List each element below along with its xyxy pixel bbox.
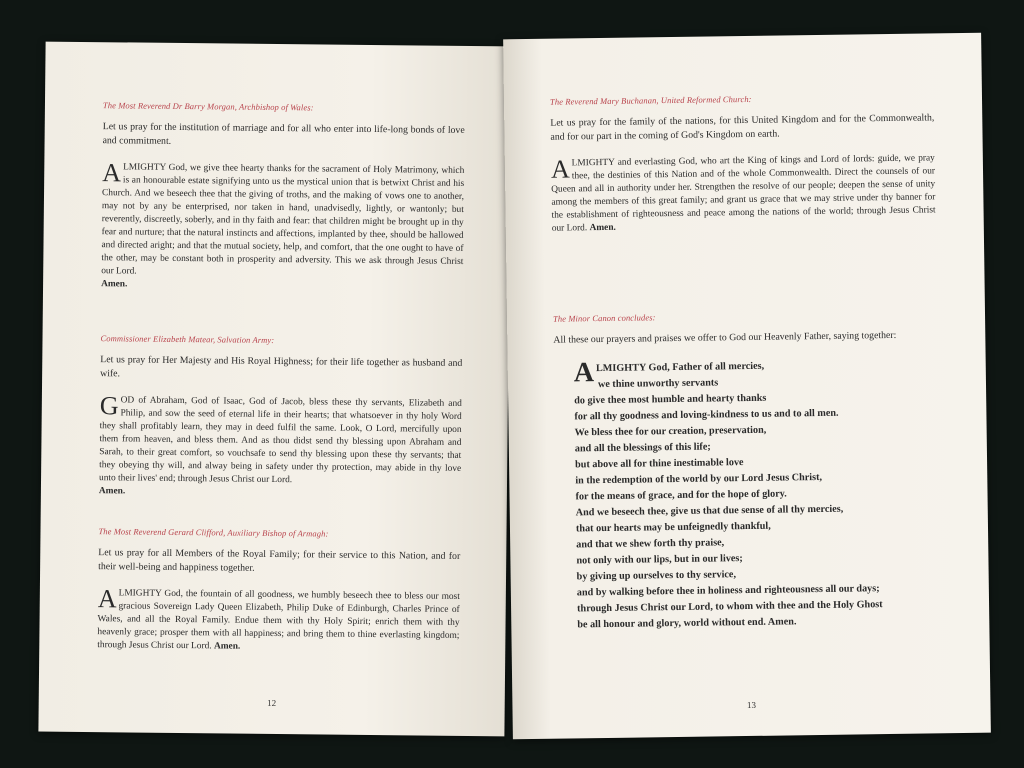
prayer-line: but above all for thine inestimable love: [575, 456, 744, 470]
amen: Amen.: [101, 279, 128, 290]
prayer-line: through Jesus Christ our Lord, to whom with thee and the Holy Ghost: [577, 598, 883, 614]
prayer-line: for all thy goodness and loving-kindness to us and to all men.: [574, 407, 839, 422]
amen: Amen.: [767, 615, 797, 628]
prayer-line: and that we shew forth thy praise,: [576, 536, 725, 550]
prayer-body: LMIGHTY God, the fountain of all goodness, we humbly beseech thee to bless our most gracious Sovereign Lady Queen Elizabeth, Philip Duke of Edinburgh, Charles Prince of Wales, and all the Royal Family. Endue them with thy Holy Spirit; enrich them with thy heavenly grace; prosper them with all happiness; and bring them to thine everlasting kingdom; through Jesus Christ our Lord.: [97, 588, 460, 652]
amen: Amen.: [98, 486, 126, 497]
bidding-text: Let us pray for the institution of marriage and for all who enter into life-long bonds of love and commitment.: [102, 121, 465, 147]
page-number: 12: [267, 697, 277, 709]
drop-cap: A: [550, 154, 570, 184]
prayer-body: LMIGHTY and everlasting God, who art the King of kings and Lord of lords: guide, we pray thee, the destinies of this Nation and of the whole Commonwealth. Direct the counsels of our Queen and all in authority under her. Strengthen the resolve of our people; deepen the sense of unity among the members of this great family; and grant us grace that we may strive under thy banner for the establishment of righteousness and peace among the nations of the world; through Jesus Christ our Lord.: [551, 153, 936, 234]
left-page: [38, 42, 511, 737]
prayer-body: OD of Abraham, God of Isaac, God of Jacob, bless these thy servants, Elizabeth and Philip, and sow the seed of eternal life in their hearts; that whatsoever in thy holy Word they shall profitably learn, they may in deed fulfil the same. Look, O Lord, mercifully upon them from heaven, and bless them. And as thou didst send thy blessing upon Abraham and Sarah, to their great comfort, so vouchsafe to send thy blessing upon these thy servants; that they obeying thy will, and alway being in safety under thy protection, may abide in thy love unto their lives' end; through Jesus Christ our Lord.: [99, 395, 462, 486]
prayer-section-marriage: [101, 100, 465, 295]
prayer-line: in the redemption of the world by our Lord Jesus Christ,: [575, 471, 823, 486]
speaker-credit: The Minor Canon concludes:: [552, 312, 656, 324]
prayer-section-general-thanksgiving: [553, 308, 941, 633]
bidding-text: Let us pray for the family of the nations, for this United Kingdom and for the Commonwealth, and for our part in the coming of God's Kingdom on earth.: [550, 112, 935, 143]
prayer-line: ALMIGHTY God, Father of all mercies,: [573, 356, 765, 388]
bidding-text: Let us pray for Her Majesty and His Royal Highness; for their life together as husband and wife.: [100, 354, 463, 379]
prayer-section-husband-wife: [99, 333, 463, 502]
drop-cap: A: [102, 158, 122, 188]
prayer-line: and by walking before thee in holiness and righteousness all our days;: [576, 582, 880, 598]
prayer-line: and all the blessings of this life;: [574, 441, 711, 454]
speaker-credit: Commissioner Elizabeth Matear, Salvation Army:: [100, 333, 275, 345]
prayer-line: not only with our lips, but in our lives;: [576, 552, 743, 566]
prayer-line: And we beseech thee, give us that due sense of all thy mercies,: [575, 503, 844, 518]
speaker-credit: The Reverend Mary Buchanan, United Reformed Church:: [549, 93, 752, 107]
right-page: [503, 33, 991, 740]
bidding-text: All these our prayers and praises we offer to God our Heavenly Father, saying together:: [553, 329, 897, 346]
speaker-credit: The Most Reverend Gerard Clifford, Auxiliary Bishop of Armagh:: [98, 526, 329, 539]
drop-cap: G: [99, 391, 119, 421]
prayer-line: We bless thee for our creation, preservation,: [574, 424, 767, 438]
page-number: 13: [746, 699, 757, 711]
prayer-text: [98, 391, 462, 502]
general-thanksgiving-prayer: [574, 356, 942, 633]
amen: Amen.: [213, 641, 241, 652]
prayer-text: [97, 584, 460, 656]
prayer-line: do give thee most humble and hearty thanks: [574, 392, 767, 406]
drop-cap: A: [97, 584, 117, 614]
prayer-line: for the means of grace, and for the hope of glory.: [575, 487, 787, 502]
prayer-line: by giving up ourselves to thy service,: [576, 568, 737, 582]
prayer-text: [101, 158, 465, 295]
prayer-line: that our hearts may be unfeignedly thankful,: [575, 520, 771, 534]
prayer-section-nations: [550, 91, 936, 235]
prayer-text: [551, 152, 936, 235]
prayer-line: be all honour and glory, world without end. Amen.: [577, 615, 797, 630]
prayer-body: LMIGHTY God, we give thee hearty thanks for the sacrament of Holy Matrimony, which is an honourable estate signifying unto us the mystical union that is betwixt Christ and his Church. And we beseech thee that the giving of troths, and the making of vows one to another, may not by any be enterprised, nor taken in hand, unadvisedly, lightly, or wantonly; but reverently, discreetly, soberly, and in thy faith and fear: that children might be brought up in thy fear and nurture; that the natural instincts and affections, implanted by thee, should be hallowed and directed aright; and that the mutual society, help, and comfort, that the one ought to have of the other, may be constant both in prosperity and adversity. This we ask through Jesus Christ our Lord.: [101, 162, 465, 277]
amen: Amen.: [589, 222, 616, 234]
speaker-credit: The Most Reverend Dr Barry Morgan, Archbishop of Wales:: [102, 100, 314, 113]
prayer-section-royal-family: [97, 526, 460, 656]
drop-cap: A: [573, 356, 595, 388]
prayer-line: we thine unworthy servants: [597, 376, 719, 390]
bidding-text: Let us pray for all Members of the Royal Family; for their service to this Nation, and for their well-being and happiness together.: [98, 547, 461, 574]
